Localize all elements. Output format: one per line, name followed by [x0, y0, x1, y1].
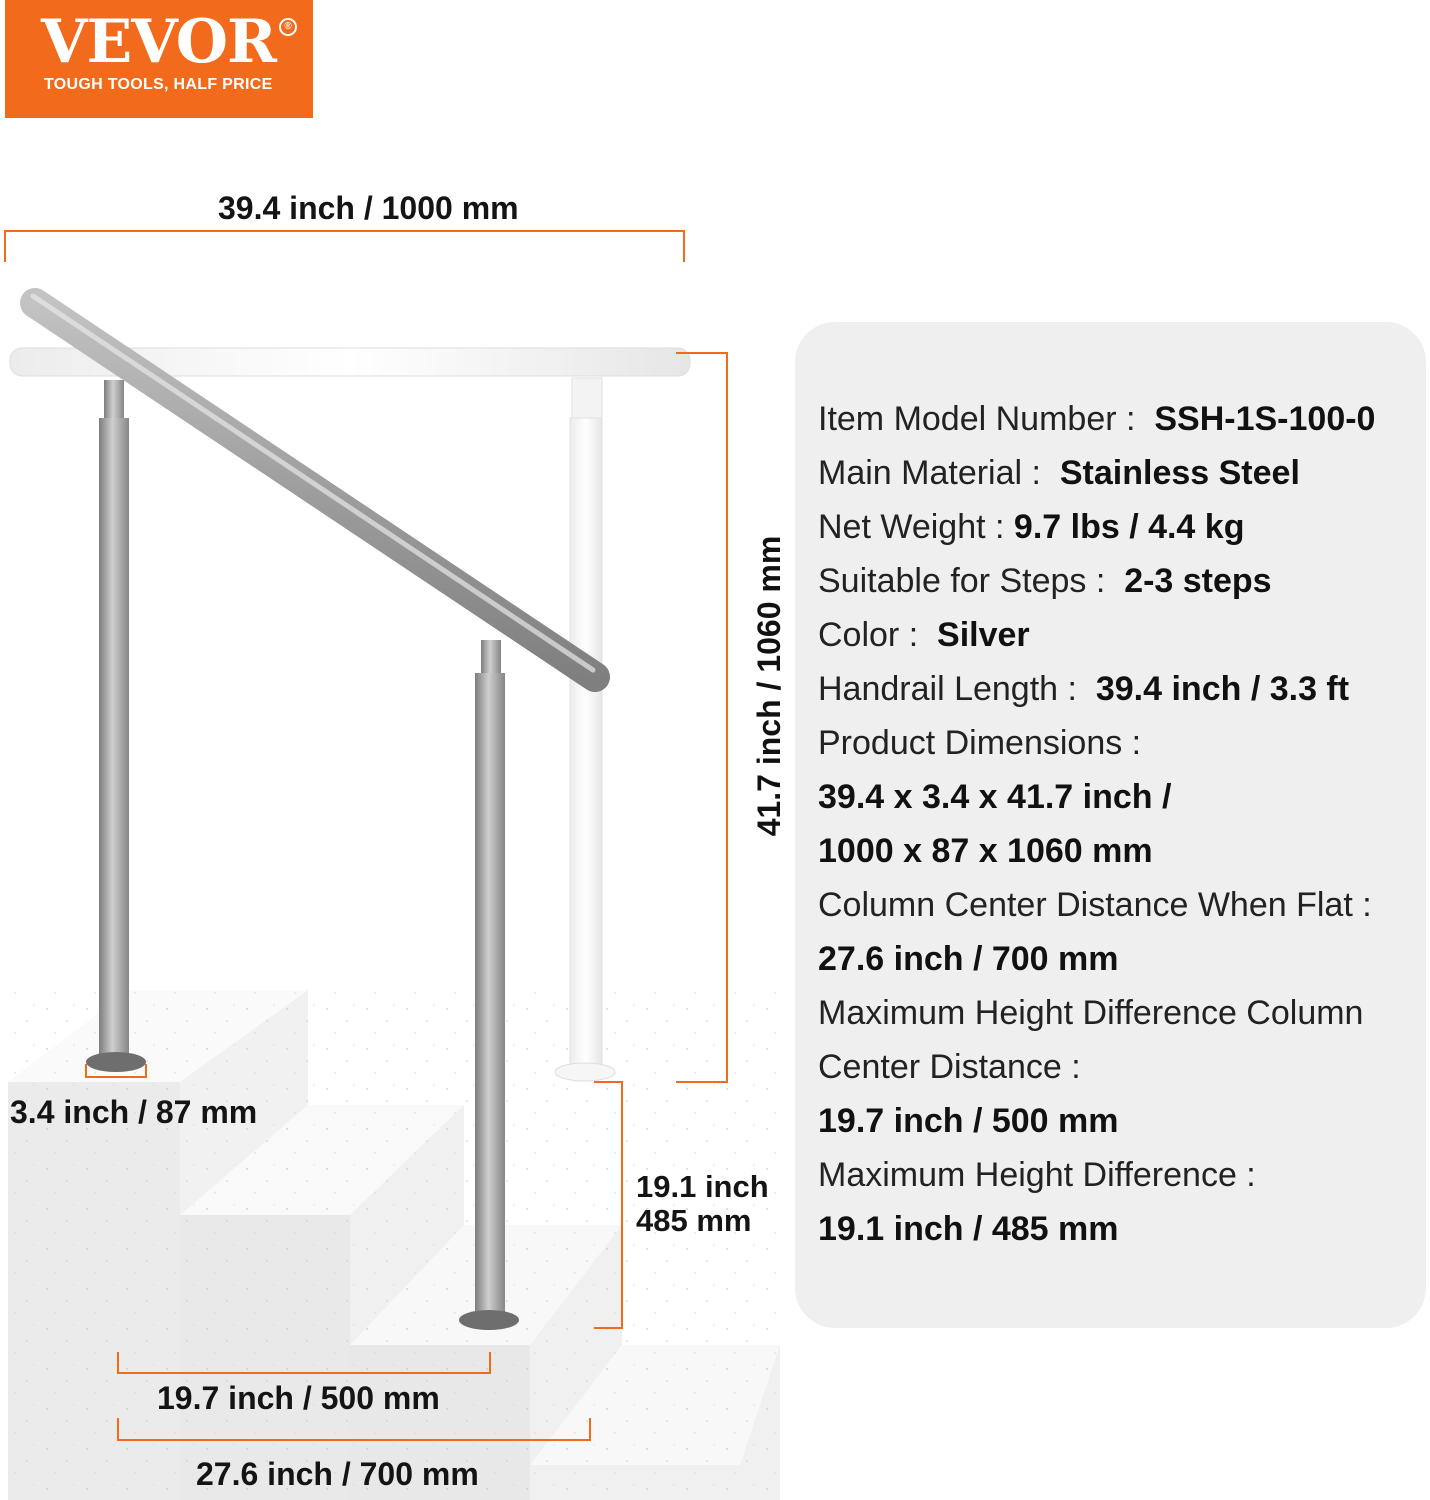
logo-wordmark: VEVOR	[41, 7, 276, 77]
spec-max-diff-value: 19.1 inch / 485 mm	[818, 1210, 1119, 1248]
spec-label: Suitable for Steps :	[818, 562, 1106, 600]
spec-label: Handrail Length :	[818, 670, 1077, 708]
spec-value: 39.4 inch / 3.3 ft	[1095, 670, 1350, 708]
spec-value: 2-3 steps	[1124, 562, 1272, 600]
spec-value: 9.7 lbs / 4.4 kg	[1013, 508, 1245, 546]
registered-mark: ®	[279, 18, 297, 36]
spec-max-diff-label: Maximum Height Difference :	[818, 1156, 1256, 1194]
spec-dimensions-value-2: 1000 x 87 x 1060 mm	[818, 832, 1153, 870]
spec-dimensions-value-1: 39.4 x 3.4 x 41.7 inch /	[818, 778, 1172, 816]
top-width-label: 39.4 inch / 1000 mm	[218, 190, 519, 226]
spec-dimensions-label	[818, 716, 1375, 770]
spec-value: Silver	[937, 616, 1030, 654]
spec-label: Product Dimensions :	[818, 724, 1142, 762]
spec-value: SSH-1S-100-0	[1154, 400, 1376, 438]
dim-line-height	[676, 353, 727, 1082]
spec-weight	[818, 500, 1375, 554]
dim-line-top-width	[5, 231, 684, 262]
spec-label: Net Weight :	[818, 508, 1005, 546]
height-label: 41.7 inch / 1060 mm	[751, 535, 787, 837]
base-diameter-label: 3.4 inch / 87 mm	[10, 1094, 258, 1130]
outer-distance-label: 27.6 inch / 700 mm	[196, 1456, 479, 1492]
spec-steps	[818, 554, 1375, 608]
left-post	[86, 380, 146, 1072]
spec-label: Main Material :	[818, 454, 1041, 492]
logo-tagline: TOUGH TOOLS, HALF PRICE	[44, 76, 273, 93]
step-height-inch: 19.1 inch	[636, 1169, 769, 1204]
spec-list	[818, 392, 1375, 1256]
spec-model	[818, 392, 1375, 446]
spec-max-diff-column-value: 19.7 inch / 500 mm	[818, 1102, 1119, 1140]
step-height-mm: 485 mm	[636, 1203, 752, 1238]
spec-value: Stainless Steel	[1059, 454, 1300, 492]
spec-max-diff-column-label-2: Center Distance :	[818, 1048, 1081, 1086]
spec-material	[818, 446, 1375, 500]
inner-distance-label: 19.7 inch / 500 mm	[157, 1380, 440, 1416]
step-height-label	[636, 1170, 769, 1238]
spec-label: Color :	[818, 616, 919, 654]
spec-color	[818, 608, 1375, 662]
spec-column-flat-label: Column Center Distance When Flat :	[818, 886, 1372, 924]
spec-max-diff-column-label-1: Maximum Height Difference Column	[818, 994, 1364, 1032]
spec-label: Item Model Number :	[818, 400, 1136, 438]
spec-length	[818, 662, 1375, 716]
spec-column-flat-value: 27.6 inch / 700 mm	[818, 940, 1119, 978]
